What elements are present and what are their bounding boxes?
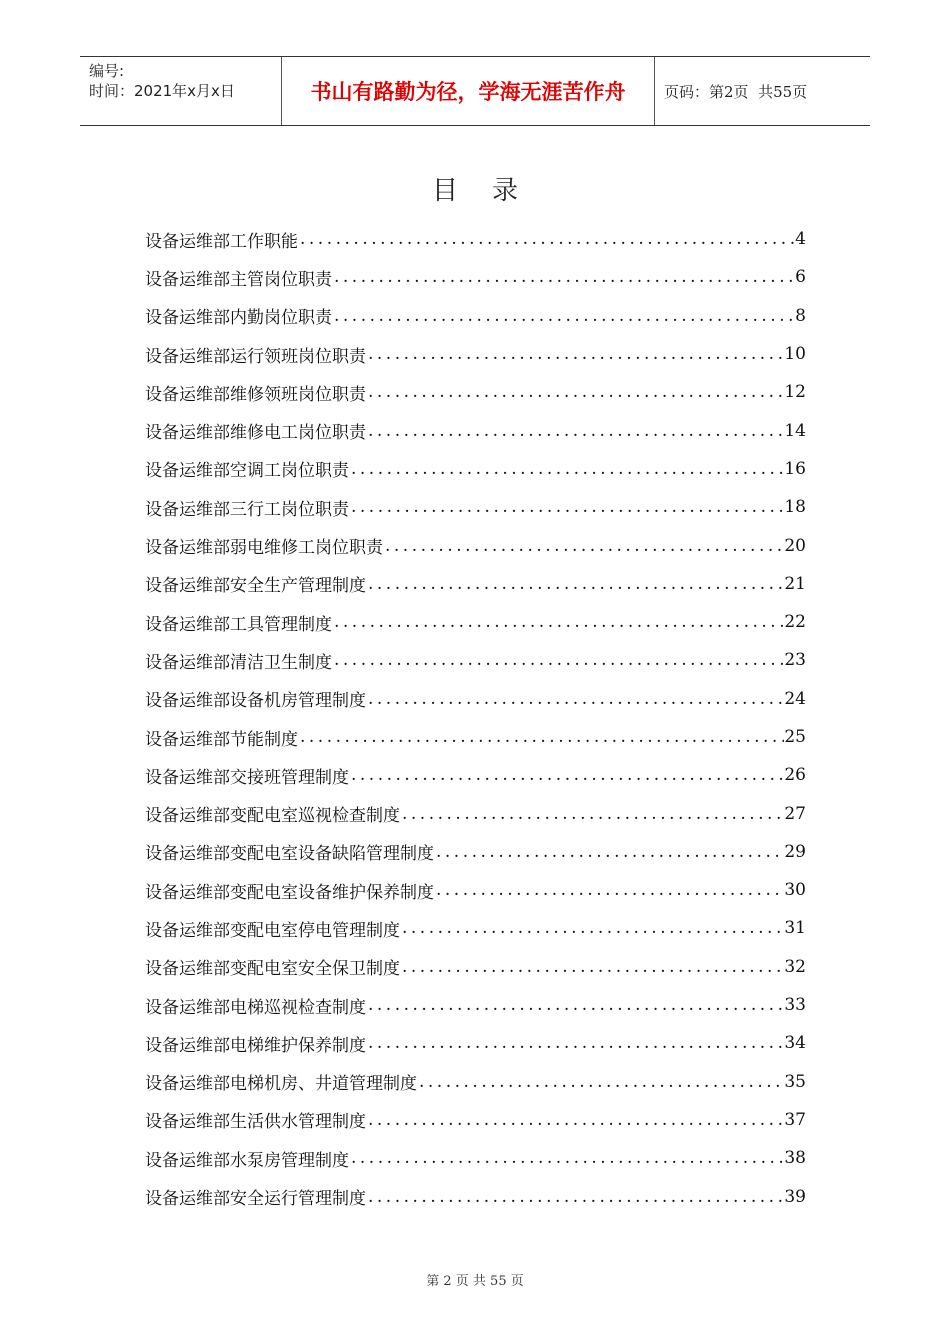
toc-entry-title: 设备运维部变配电室设备维护保养制度 xyxy=(145,882,434,903)
toc-entry[interactable] xyxy=(145,680,806,718)
toc-entry[interactable] xyxy=(145,794,806,832)
toc-entry[interactable] xyxy=(145,220,806,258)
toc-entry-title: 设备运维部安全生产管理制度 xyxy=(145,576,366,597)
toc-dot-leader xyxy=(349,459,784,479)
toc-entry[interactable] xyxy=(145,373,806,411)
toc-entry-title: 设备运维部变配电室停电管理制度 xyxy=(145,920,400,941)
toc-entry-page: 31 xyxy=(784,918,806,939)
toc-entry-title: 设备运维部设备机房管理制度 xyxy=(145,691,366,712)
toc-entry-page: 8 xyxy=(795,305,806,326)
toc-entry[interactable] xyxy=(145,909,806,947)
toc-dot-leader xyxy=(400,918,784,938)
toc-entry-title: 设备运维部变配电室安全保卫制度 xyxy=(145,959,400,980)
toc-entry[interactable] xyxy=(145,871,806,909)
toc-entry-page: 25 xyxy=(784,727,806,747)
toc-entry-page: 26 xyxy=(784,765,806,786)
toc-entry[interactable] xyxy=(145,335,806,373)
toc-dot-leader xyxy=(383,536,784,556)
toc-entry-title: 设备运维部安全运行管理制度 xyxy=(145,1189,366,1210)
toc-dot-leader xyxy=(434,842,784,862)
toc-dot-leader xyxy=(349,1148,784,1168)
toc-entry-page: 18 xyxy=(784,497,806,518)
toc-entry-page: 22 xyxy=(784,612,806,633)
toc-entry-title: 设备运维部三行工岗位职责 xyxy=(145,499,349,520)
toc-entry-title: 设备运维部主管岗位职责 xyxy=(145,269,332,290)
toc-entry[interactable] xyxy=(145,833,806,871)
header-page-label: 页码：第2页 共55页 xyxy=(664,82,808,101)
toc-entry[interactable] xyxy=(145,411,806,449)
toc-entry-page: 20 xyxy=(784,535,806,556)
toc-dot-leader xyxy=(332,306,795,326)
toc-entry[interactable] xyxy=(145,1177,806,1215)
toc-dot-leader xyxy=(366,421,784,441)
toc-entry-page: 35 xyxy=(784,1071,806,1092)
toc-entry-title: 设备运维部变配电室设备缺陷管理制度 xyxy=(145,844,434,865)
toc-entry-title: 设备运维部内勤岗位职责 xyxy=(145,308,332,329)
toc-dot-leader xyxy=(332,650,784,670)
toc-title: 目录 xyxy=(431,176,552,206)
toc-dot-leader xyxy=(366,995,784,1015)
toc-dot-leader xyxy=(366,344,784,364)
toc-dot-leader xyxy=(366,382,784,402)
toc-entry-title: 设备运维部交接班管理制度 xyxy=(145,767,349,788)
toc-dot-leader xyxy=(434,880,784,900)
toc-entry-title: 设备运维部空调工岗位职责 xyxy=(145,461,349,482)
toc-entry-page: 10 xyxy=(784,344,806,365)
toc-entry-title: 设备运维部维修领班岗位职责 xyxy=(145,384,366,405)
toc-entry-title: 设备运维部工作职能 xyxy=(145,231,298,252)
table-of-contents xyxy=(145,220,806,1216)
page-footer: 第 2 页 共 55 页 xyxy=(426,1274,524,1289)
toc-entry[interactable] xyxy=(145,603,806,641)
toc-entry-page: 6 xyxy=(795,267,806,288)
toc-entry-page: 32 xyxy=(784,956,806,977)
toc-dot-leader xyxy=(332,267,795,287)
toc-entry-title: 设备运维部运行领班岗位职责 xyxy=(145,346,366,367)
toc-entry-page: 4 xyxy=(795,229,806,250)
toc-dot-leader xyxy=(366,574,784,594)
document-number-label: 编号: xyxy=(89,62,125,80)
toc-entry-page: 23 xyxy=(784,650,806,671)
toc-entry[interactable] xyxy=(145,1101,806,1139)
toc-entry[interactable] xyxy=(145,297,806,335)
toc-entry-page: 38 xyxy=(784,1148,806,1169)
toc-entry-page: 39 xyxy=(784,1186,806,1207)
toc-entry-title: 设备运维部水泵房管理制度 xyxy=(145,1150,349,1171)
toc-dot-leader xyxy=(366,1110,784,1130)
toc-entry[interactable] xyxy=(145,1063,806,1101)
toc-entry-page: 33 xyxy=(784,995,806,1016)
toc-entry-title: 设备运维部工具管理制度 xyxy=(145,614,332,635)
toc-entry-title: 设备运维部电梯巡视检查制度 xyxy=(145,997,366,1018)
toc-dot-leader xyxy=(349,497,784,517)
toc-entry-title: 设备运维部生活供水管理制度 xyxy=(145,1112,366,1133)
toc-entry-title: 设备运维部弱电维修工岗位职责 xyxy=(145,538,383,559)
toc-entry-page: 37 xyxy=(784,1109,806,1130)
toc-dot-leader xyxy=(366,1033,784,1053)
toc-entry[interactable] xyxy=(145,986,806,1024)
toc-entry-page: 14 xyxy=(784,420,806,441)
toc-entry[interactable] xyxy=(145,718,806,756)
toc-entry[interactable] xyxy=(145,526,806,564)
toc-entry-page: 27 xyxy=(784,803,806,824)
toc-entry[interactable] xyxy=(145,948,806,986)
toc-dot-leader xyxy=(366,1187,784,1207)
toc-entry-page: 30 xyxy=(784,880,806,901)
header-meta xyxy=(80,57,281,125)
toc-entry-title: 设备运维部维修电工岗位职责 xyxy=(145,423,366,444)
toc-entry[interactable] xyxy=(145,258,806,296)
toc-entry[interactable] xyxy=(145,565,806,603)
toc-dot-leader xyxy=(332,612,784,632)
toc-entry-title: 设备运维部变配电室巡视检查制度 xyxy=(145,806,400,827)
toc-entry-title: 设备运维部电梯维护保养制度 xyxy=(145,1035,366,1056)
toc-entry-page: 34 xyxy=(784,1033,806,1054)
header-motto: 书山有路勤为径，学海无涯苦作舟 xyxy=(281,57,655,125)
toc-dot-leader xyxy=(400,957,784,977)
toc-entry-page: 12 xyxy=(784,382,806,403)
toc-entry-title: 设备运维部清洁卫生制度 xyxy=(145,652,332,673)
toc-entry[interactable] xyxy=(145,1024,806,1062)
toc-dot-leader xyxy=(349,765,784,785)
toc-entry-title: 设备运维部电梯机房、井道管理制度 xyxy=(145,1074,417,1095)
toc-entry[interactable] xyxy=(145,1139,806,1177)
page-header xyxy=(80,56,870,126)
toc-entry[interactable] xyxy=(145,756,806,794)
toc-dot-leader xyxy=(366,689,784,709)
toc-dot-leader xyxy=(298,727,784,747)
toc-entry-page: 21 xyxy=(784,573,806,594)
toc-entry[interactable] xyxy=(145,641,806,679)
toc-dot-leader xyxy=(400,804,784,824)
toc-entry[interactable] xyxy=(145,488,806,526)
toc-entry-page: 16 xyxy=(784,458,806,479)
toc-entry-page: 29 xyxy=(784,841,806,862)
toc-dot-leader xyxy=(298,229,795,249)
document-time-label: 时间：2021年x月x日 xyxy=(89,82,235,100)
toc-entry-page: 24 xyxy=(784,688,806,709)
toc-entry[interactable] xyxy=(145,450,806,488)
toc-dot-leader xyxy=(417,1072,784,1092)
toc-entry-title: 设备运维部节能制度 xyxy=(145,729,298,750)
